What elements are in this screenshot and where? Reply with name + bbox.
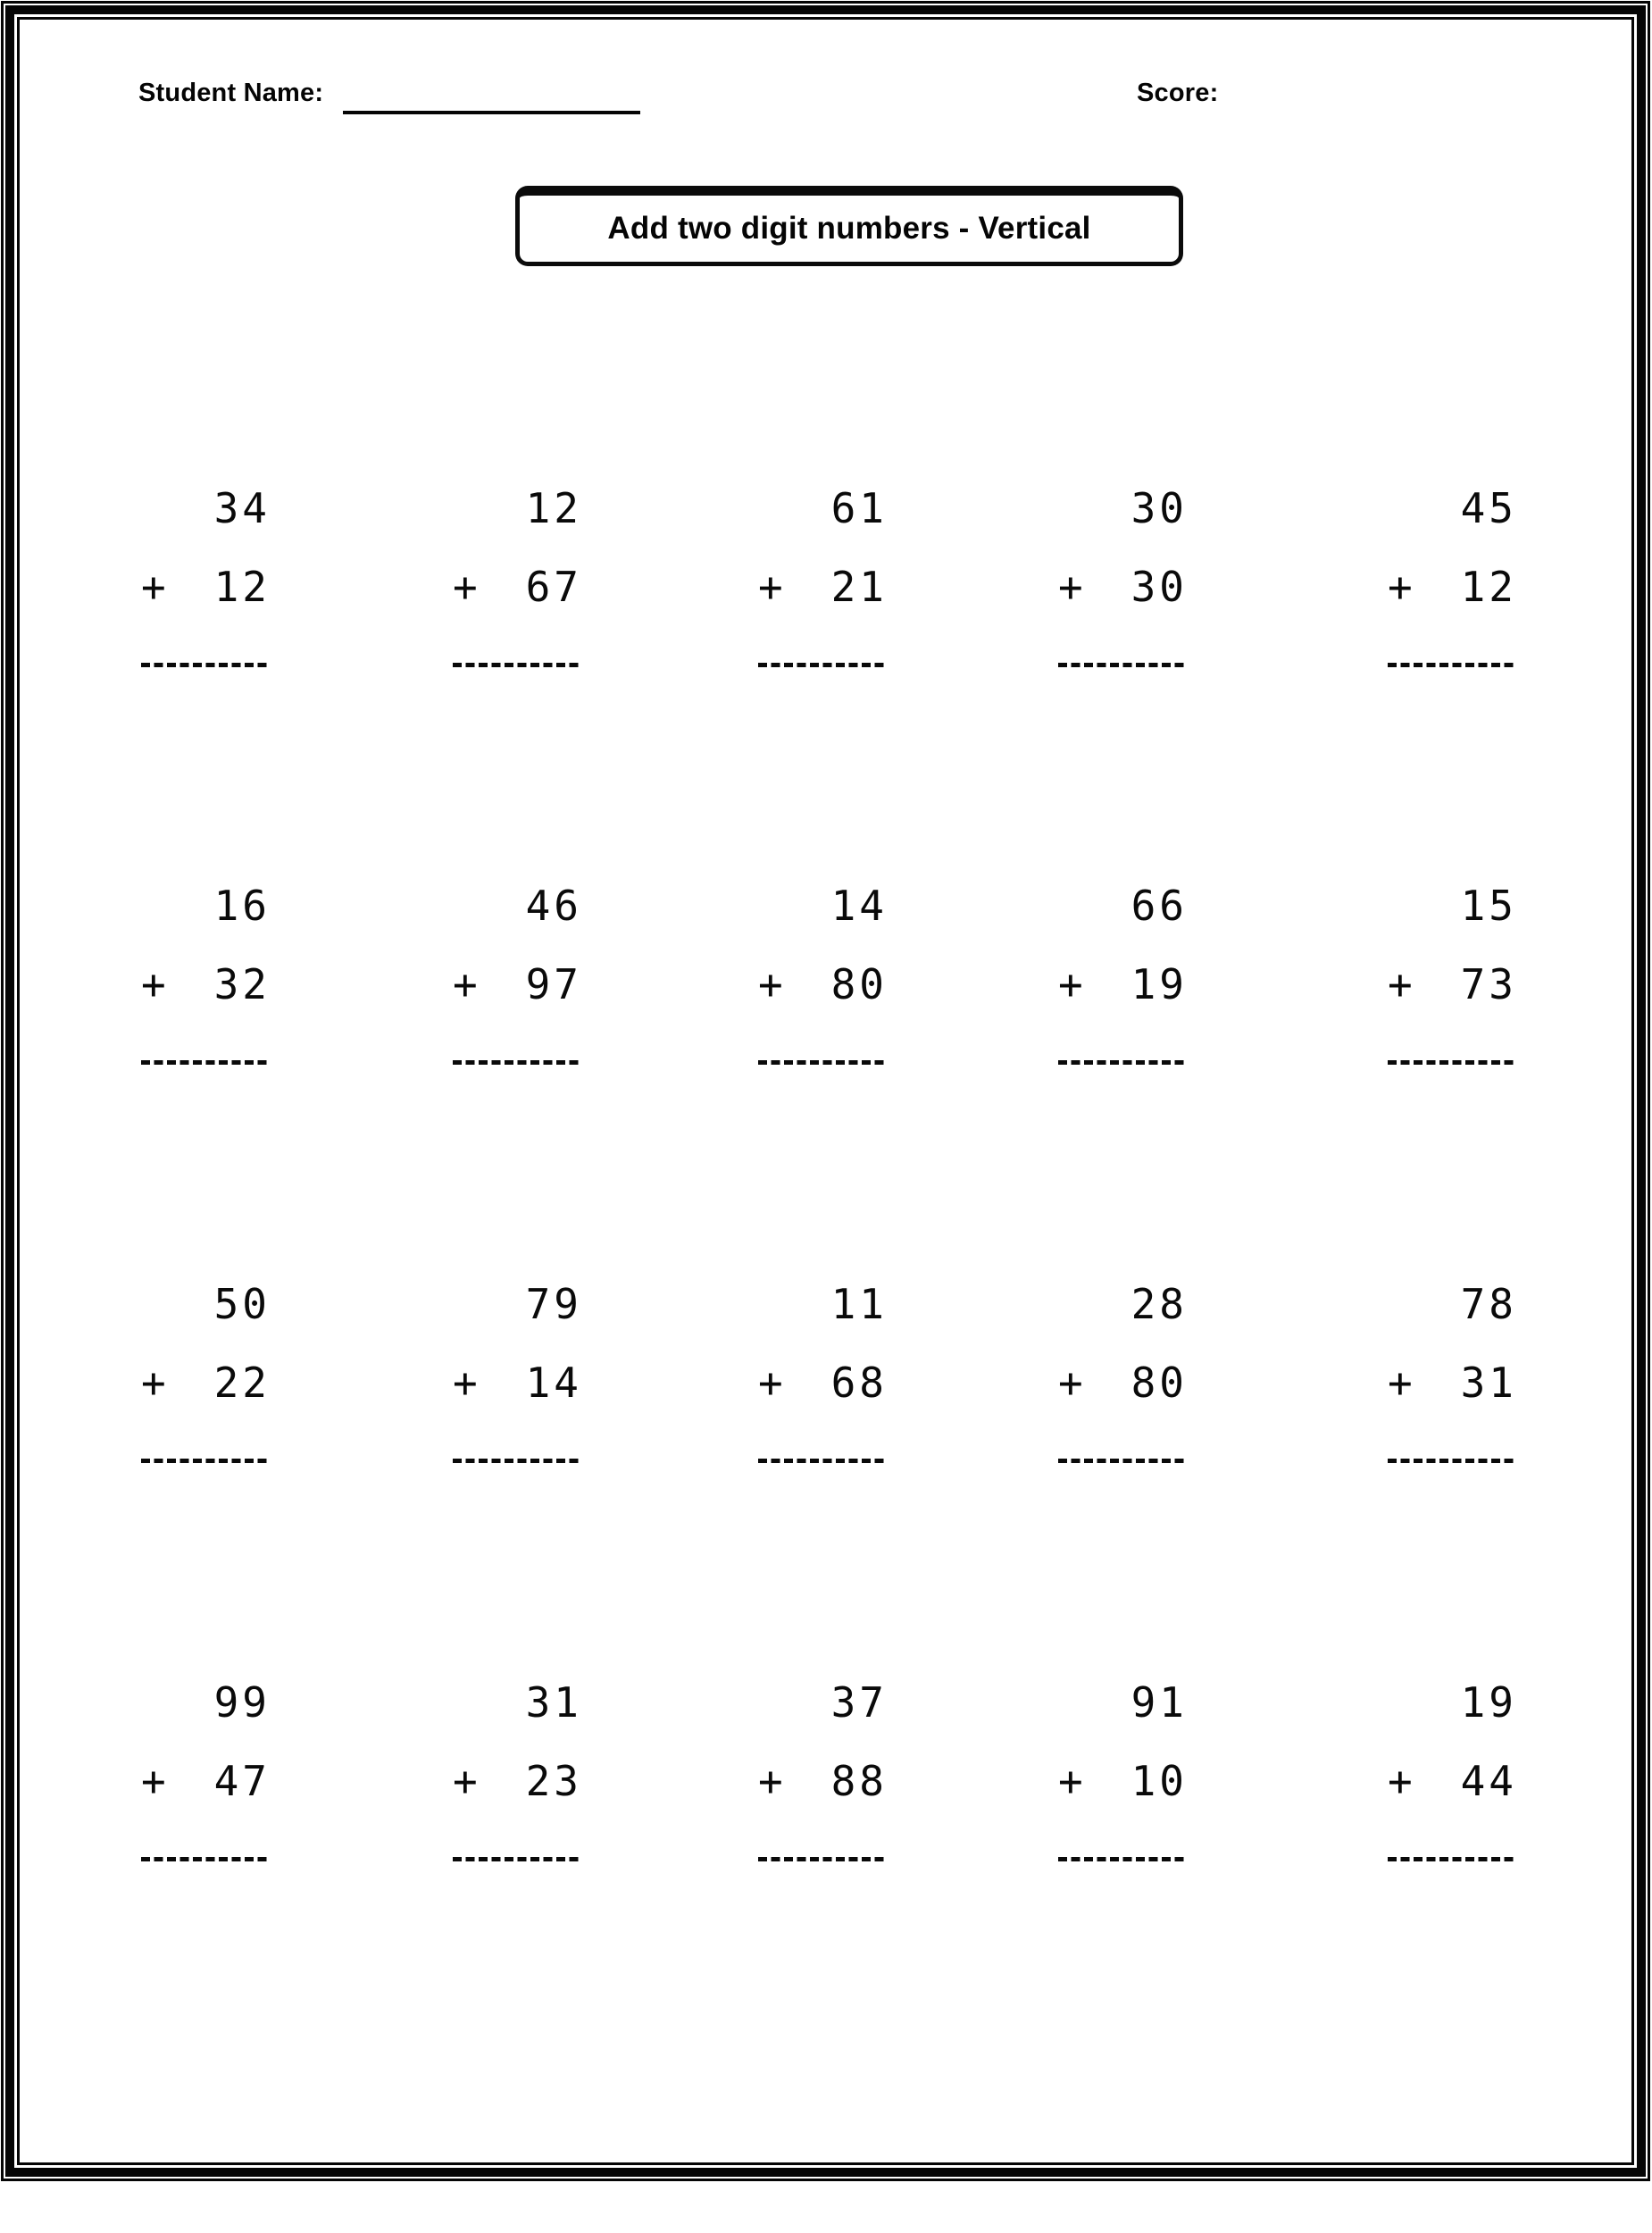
addend-bottom: 12: [1460, 563, 1517, 611]
addition-row: [141, 565, 301, 618]
addition-row: [1058, 962, 1218, 1016]
addition-row: [1058, 565, 1218, 618]
problem: [141, 1282, 275, 1469]
answer-line: [453, 1060, 582, 1065]
addend-top: 15: [1460, 882, 1517, 930]
plus-operator: +: [1388, 563, 1416, 611]
problem: [1388, 883, 1522, 1071]
addend-bottom: 22: [213, 1359, 271, 1407]
problem: [1388, 486, 1522, 673]
answer-line: [453, 1857, 582, 1861]
addend-bottom: 10: [1131, 1757, 1188, 1805]
answer-line: [453, 663, 582, 667]
addend-top: 78: [1460, 1280, 1517, 1328]
addition-row: [758, 1759, 918, 1812]
answer-line: [1058, 663, 1188, 667]
addend-top: 66: [1131, 882, 1188, 930]
addition-row: [1388, 1360, 1548, 1414]
plus-operator: +: [453, 563, 481, 611]
problem: [453, 883, 587, 1071]
addend-bottom: 14: [525, 1359, 582, 1407]
addend-bottom: 23: [525, 1757, 582, 1805]
answer-line: [1058, 1459, 1188, 1463]
plus-operator: +: [758, 563, 787, 611]
addend-bottom: 47: [213, 1757, 271, 1805]
problem: [1058, 883, 1192, 1071]
addition-row: [141, 1759, 301, 1812]
answer-line: [758, 1459, 888, 1463]
problem: [1058, 1680, 1192, 1868]
answer-line: [1388, 1060, 1517, 1065]
addition-row: [453, 1360, 613, 1414]
addend-top: 30: [1131, 484, 1188, 532]
problem: [141, 1680, 275, 1868]
problem: [141, 486, 275, 673]
plus-operator: +: [758, 1757, 787, 1805]
addend-bottom: 68: [830, 1359, 888, 1407]
worksheet-title: Add two digit numbers - Vertical: [607, 211, 1091, 246]
plus-operator: +: [1388, 1757, 1416, 1805]
problem: [453, 1680, 587, 1868]
answer-line: [1388, 1459, 1517, 1463]
answer-line: [758, 1857, 888, 1861]
addition-row: [1388, 565, 1548, 618]
score-label: Score:: [1137, 79, 1219, 107]
plus-operator: +: [1058, 1757, 1087, 1805]
plus-operator: +: [141, 1757, 170, 1805]
problem: [758, 1680, 892, 1868]
addend-bottom: 44: [1460, 1757, 1517, 1805]
plus-operator: +: [1058, 563, 1087, 611]
problem: [141, 883, 275, 1071]
answer-line: [1388, 663, 1517, 667]
answer-line: [1058, 1060, 1188, 1065]
addend-top: 61: [830, 484, 888, 532]
problem: [758, 1282, 892, 1469]
addend-bottom: 30: [1131, 563, 1188, 611]
addend-bottom: 12: [213, 563, 271, 611]
answer-line: [141, 1459, 271, 1463]
answer-line: [141, 663, 271, 667]
answer-line: [758, 663, 888, 667]
addition-row: [758, 1360, 918, 1414]
addition-row: [758, 565, 918, 618]
addend-top: 99: [213, 1678, 271, 1727]
plus-operator: +: [453, 960, 481, 1008]
addend-top: 31: [525, 1678, 582, 1727]
plus-operator: +: [453, 1757, 481, 1805]
addition-row: [1388, 962, 1548, 1016]
addition-row: [453, 962, 613, 1016]
addition-row: [1058, 1360, 1218, 1414]
addend-top: 14: [830, 882, 888, 930]
addend-top: 19: [1460, 1678, 1517, 1727]
addend-bottom: 88: [830, 1757, 888, 1805]
addend-bottom: 19: [1131, 960, 1188, 1008]
problem: [758, 486, 892, 673]
plus-operator: +: [1058, 960, 1087, 1008]
addition-row: [453, 565, 613, 618]
addend-top: 46: [525, 882, 582, 930]
addend-bottom: 31: [1460, 1359, 1517, 1407]
addend-bottom: 80: [830, 960, 888, 1008]
addend-top: 45: [1460, 484, 1517, 532]
problem: [1388, 1282, 1522, 1469]
addend-top: 50: [213, 1280, 271, 1328]
plus-operator: +: [1388, 1359, 1416, 1407]
addend-bottom: 21: [830, 563, 888, 611]
answer-line: [1388, 1857, 1517, 1861]
addend-top: 28: [1131, 1280, 1188, 1328]
problem: [453, 1282, 587, 1469]
addend-top: 11: [830, 1280, 888, 1328]
plus-operator: +: [141, 563, 170, 611]
problem: [1388, 1680, 1522, 1868]
plus-operator: +: [453, 1359, 481, 1407]
plus-operator: +: [758, 960, 787, 1008]
addend-bottom: 80: [1131, 1359, 1188, 1407]
addend-top: 12: [525, 484, 582, 532]
problem: [758, 883, 892, 1071]
answer-line: [1058, 1857, 1188, 1861]
addition-row: [1058, 1759, 1218, 1812]
addition-row: [758, 962, 918, 1016]
addition-row: [141, 962, 301, 1016]
problem: [1058, 1282, 1192, 1469]
addend-top: 16: [213, 882, 271, 930]
addition-row: [1388, 1759, 1548, 1812]
addend-bottom: 32: [213, 960, 271, 1008]
title-box: [515, 186, 1183, 266]
plus-operator: +: [141, 960, 170, 1008]
answer-line: [758, 1060, 888, 1065]
answer-line: [141, 1857, 271, 1861]
answer-line: [141, 1060, 271, 1065]
plus-operator: +: [758, 1359, 787, 1407]
addend-top: 34: [213, 484, 271, 532]
addition-row: [453, 1759, 613, 1812]
answer-line: [453, 1459, 582, 1463]
addend-bottom: 73: [1460, 960, 1517, 1008]
problem: [1058, 486, 1192, 673]
student-name-blank-line: [343, 84, 640, 114]
addend-top: 91: [1131, 1678, 1188, 1727]
addend-bottom: 97: [525, 960, 582, 1008]
problem: [453, 486, 587, 673]
addend-bottom: 67: [525, 563, 582, 611]
addend-top: 37: [830, 1678, 888, 1727]
plus-operator: +: [141, 1359, 170, 1407]
plus-operator: +: [1388, 960, 1416, 1008]
addition-row: [141, 1360, 301, 1414]
addend-top: 79: [525, 1280, 582, 1328]
plus-operator: +: [1058, 1359, 1087, 1407]
student-name-label: Student Name:: [138, 79, 324, 107]
